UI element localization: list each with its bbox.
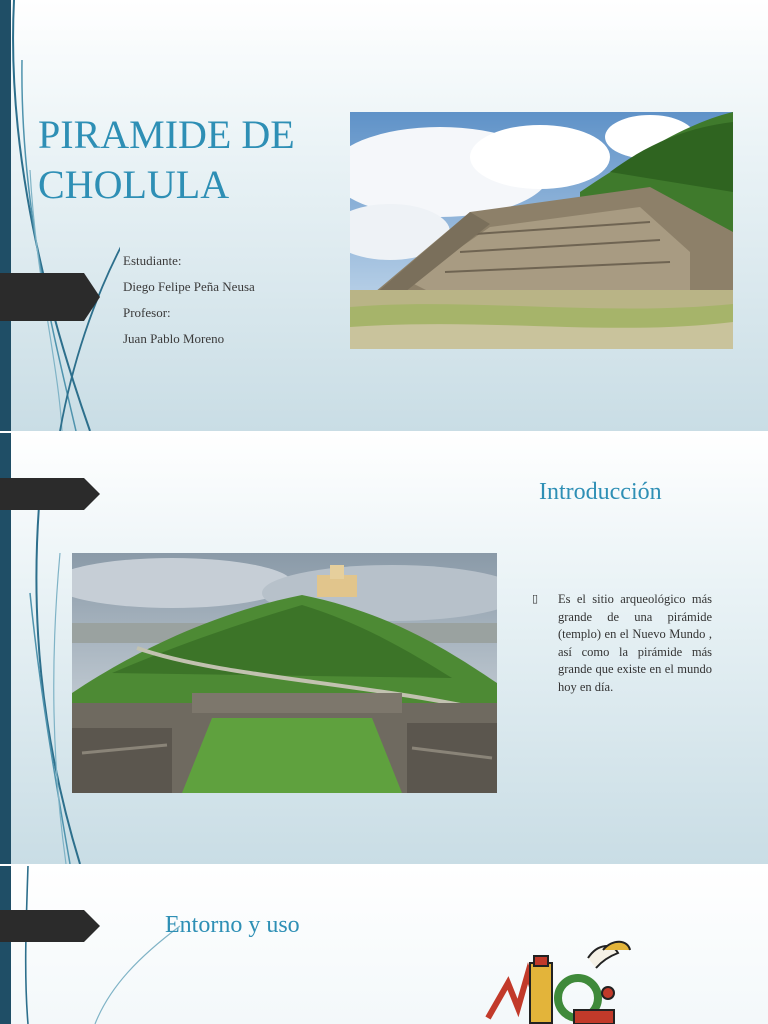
decorative-curves [0,866,200,1024]
bullet-icon: ▯ [532,593,539,605]
professor-name: Juan Pablo Moreno [123,331,225,346]
intro-paragraph: Es el sitio arqueológico más grande de una pirámide (templo) en el Nuevo Mundo , así como la pirámide más grande que existe en el mundo hoy en día. [558,592,712,694]
professor-label: Profesor: [123,305,171,320]
slide-introduction [0,433,768,864]
slide-entorno [0,866,768,1024]
aztec-glyph-icon [478,938,638,1024]
intro-bullet-item [534,591,712,697]
pyramid-illustration [350,112,733,349]
student-label: Estudiante: [123,253,182,268]
arrow-marker [0,910,100,942]
section-title: Entorno y uso [165,912,300,938]
decorative-curves [0,0,120,431]
presentation-title: PIRAMIDE DE CHOLULA [38,112,295,207]
arrow-marker [0,273,100,321]
pyramid-photo [350,112,733,349]
credits-block [123,248,255,352]
site-illustration [72,553,497,793]
section-title: Introducción [539,479,662,505]
student-name: Diego Felipe Peña Neusa [123,279,255,294]
arrow-marker [0,478,100,510]
slide-title [0,0,768,431]
archaeological-site-photo [72,553,497,793]
